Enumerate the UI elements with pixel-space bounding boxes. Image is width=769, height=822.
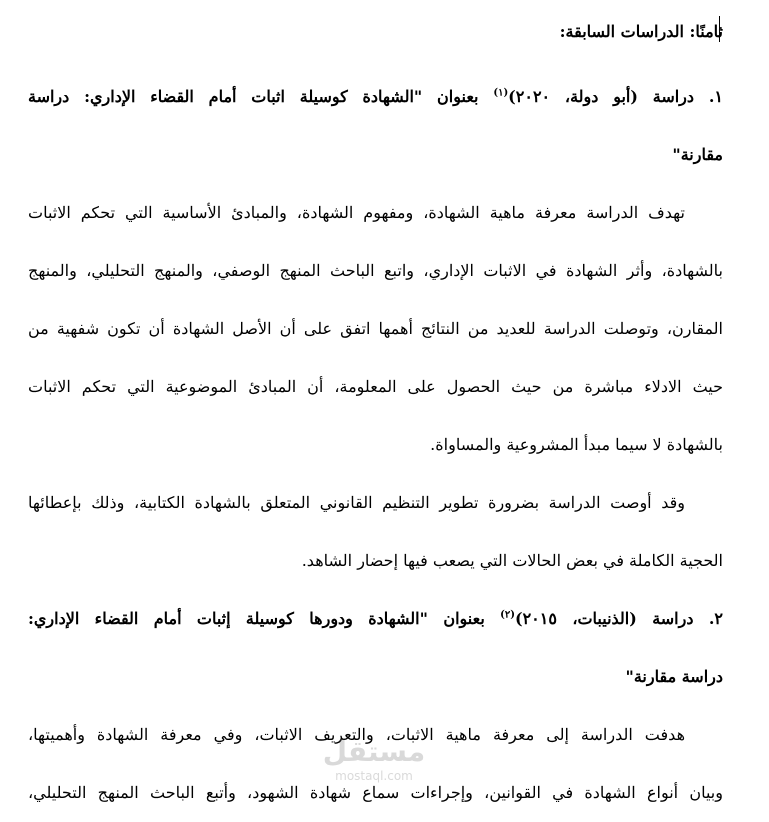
study1-title-text: بعنوان "الشهادة كوسيلة اثبات أمام القضاء الإداري: دراسة bbox=[28, 87, 494, 106]
watermark bbox=[322, 735, 426, 791]
paragraph-line: هدفت الدراسة إلى معرفة ماهية الاثبات، والتعريف الاثبات، وفي معرفة الشهادة وأهميتها، bbox=[28, 725, 686, 744]
study2-title-text: بعنوان "الشهادة ودورها كوسيلة إثبات أمام القضاء الإداري: bbox=[28, 609, 501, 628]
study1-para2-line1 bbox=[28, 474, 723, 532]
study1-para1-line1 bbox=[28, 184, 723, 242]
document-page bbox=[28, 10, 723, 822]
paragraph-line: وقد أوصت الدراسة بضرورة تطوير التنظيم القانوني المتعلق بالشهادة الكتابية، وذلك بإعطائها bbox=[28, 493, 686, 512]
study1-para1-line5 bbox=[28, 416, 723, 474]
study1-title-line1 bbox=[28, 68, 723, 126]
paragraph-line: وبيان أنواع الشهادة في القوانين، وإجراءات سماع شهادة الشهود، وأتبع الباحث المنهج التحليلي، bbox=[28, 783, 723, 802]
watermark-logo: مستقل bbox=[322, 735, 426, 768]
study2-title-end: دراسة مقارنة" bbox=[625, 667, 723, 686]
paragraph-line: حيث الادلاء مباشرة من حيث الحصول على المعلومة، أن المبادئ الموضوعية التي تحكم الاثبات bbox=[28, 377, 723, 396]
watermark-url: mostaql.com bbox=[335, 769, 413, 783]
paragraph-line: الحجية الكاملة في بعض الحالات التي يصعب فيها إحضار الشاهد. bbox=[301, 551, 723, 570]
paragraph-line: تهدف الدراسة معرفة ماهية الشهادة، ومفهوم الشهادة، والمبادئ الأساسية التي تحكم الاثبات bbox=[28, 203, 685, 222]
paragraph-line: بالشهادة لا سيما مبدأ المشروعية والمساواة. bbox=[430, 435, 723, 454]
study1-para2-line2 bbox=[28, 532, 723, 590]
study1-title-end: مقارنة" bbox=[672, 145, 723, 164]
study2-title-line2 bbox=[28, 648, 723, 706]
section-heading bbox=[28, 10, 723, 54]
study1-title-line2 bbox=[28, 126, 723, 184]
paragraph-line: المقارن، وتوصلت الدراسة للعديد من النتائج أهمها اتفق على أن الأصل الشهادة أن تكون شفهية من bbox=[28, 319, 723, 338]
study1-para1-line2 bbox=[28, 242, 723, 300]
section-heading-text: ثامنًا: الدراسات السابقة: bbox=[559, 22, 723, 41]
study2-title-citation: ٢. دراسة (الذنيبات، ٢٠١٥) bbox=[515, 609, 724, 628]
paragraph-line: بالشهادة، وأثر الشهادة في الاثبات الإداري، واتبع الباحث المنهج الوصفي، والمنهج التحليلي، والمنهج bbox=[28, 261, 723, 280]
study1-footnote-ref[interactable]: (١) bbox=[493, 87, 509, 99]
study2-title-line1 bbox=[28, 590, 723, 648]
study2-footnote-ref[interactable]: (٢) bbox=[500, 609, 515, 621]
study1-para1-line3 bbox=[28, 300, 723, 358]
study1-title-citation: ١. دراسة (أبو دولة، ٢٠٢٠) bbox=[508, 87, 723, 106]
study1-para1-line4 bbox=[28, 358, 723, 416]
